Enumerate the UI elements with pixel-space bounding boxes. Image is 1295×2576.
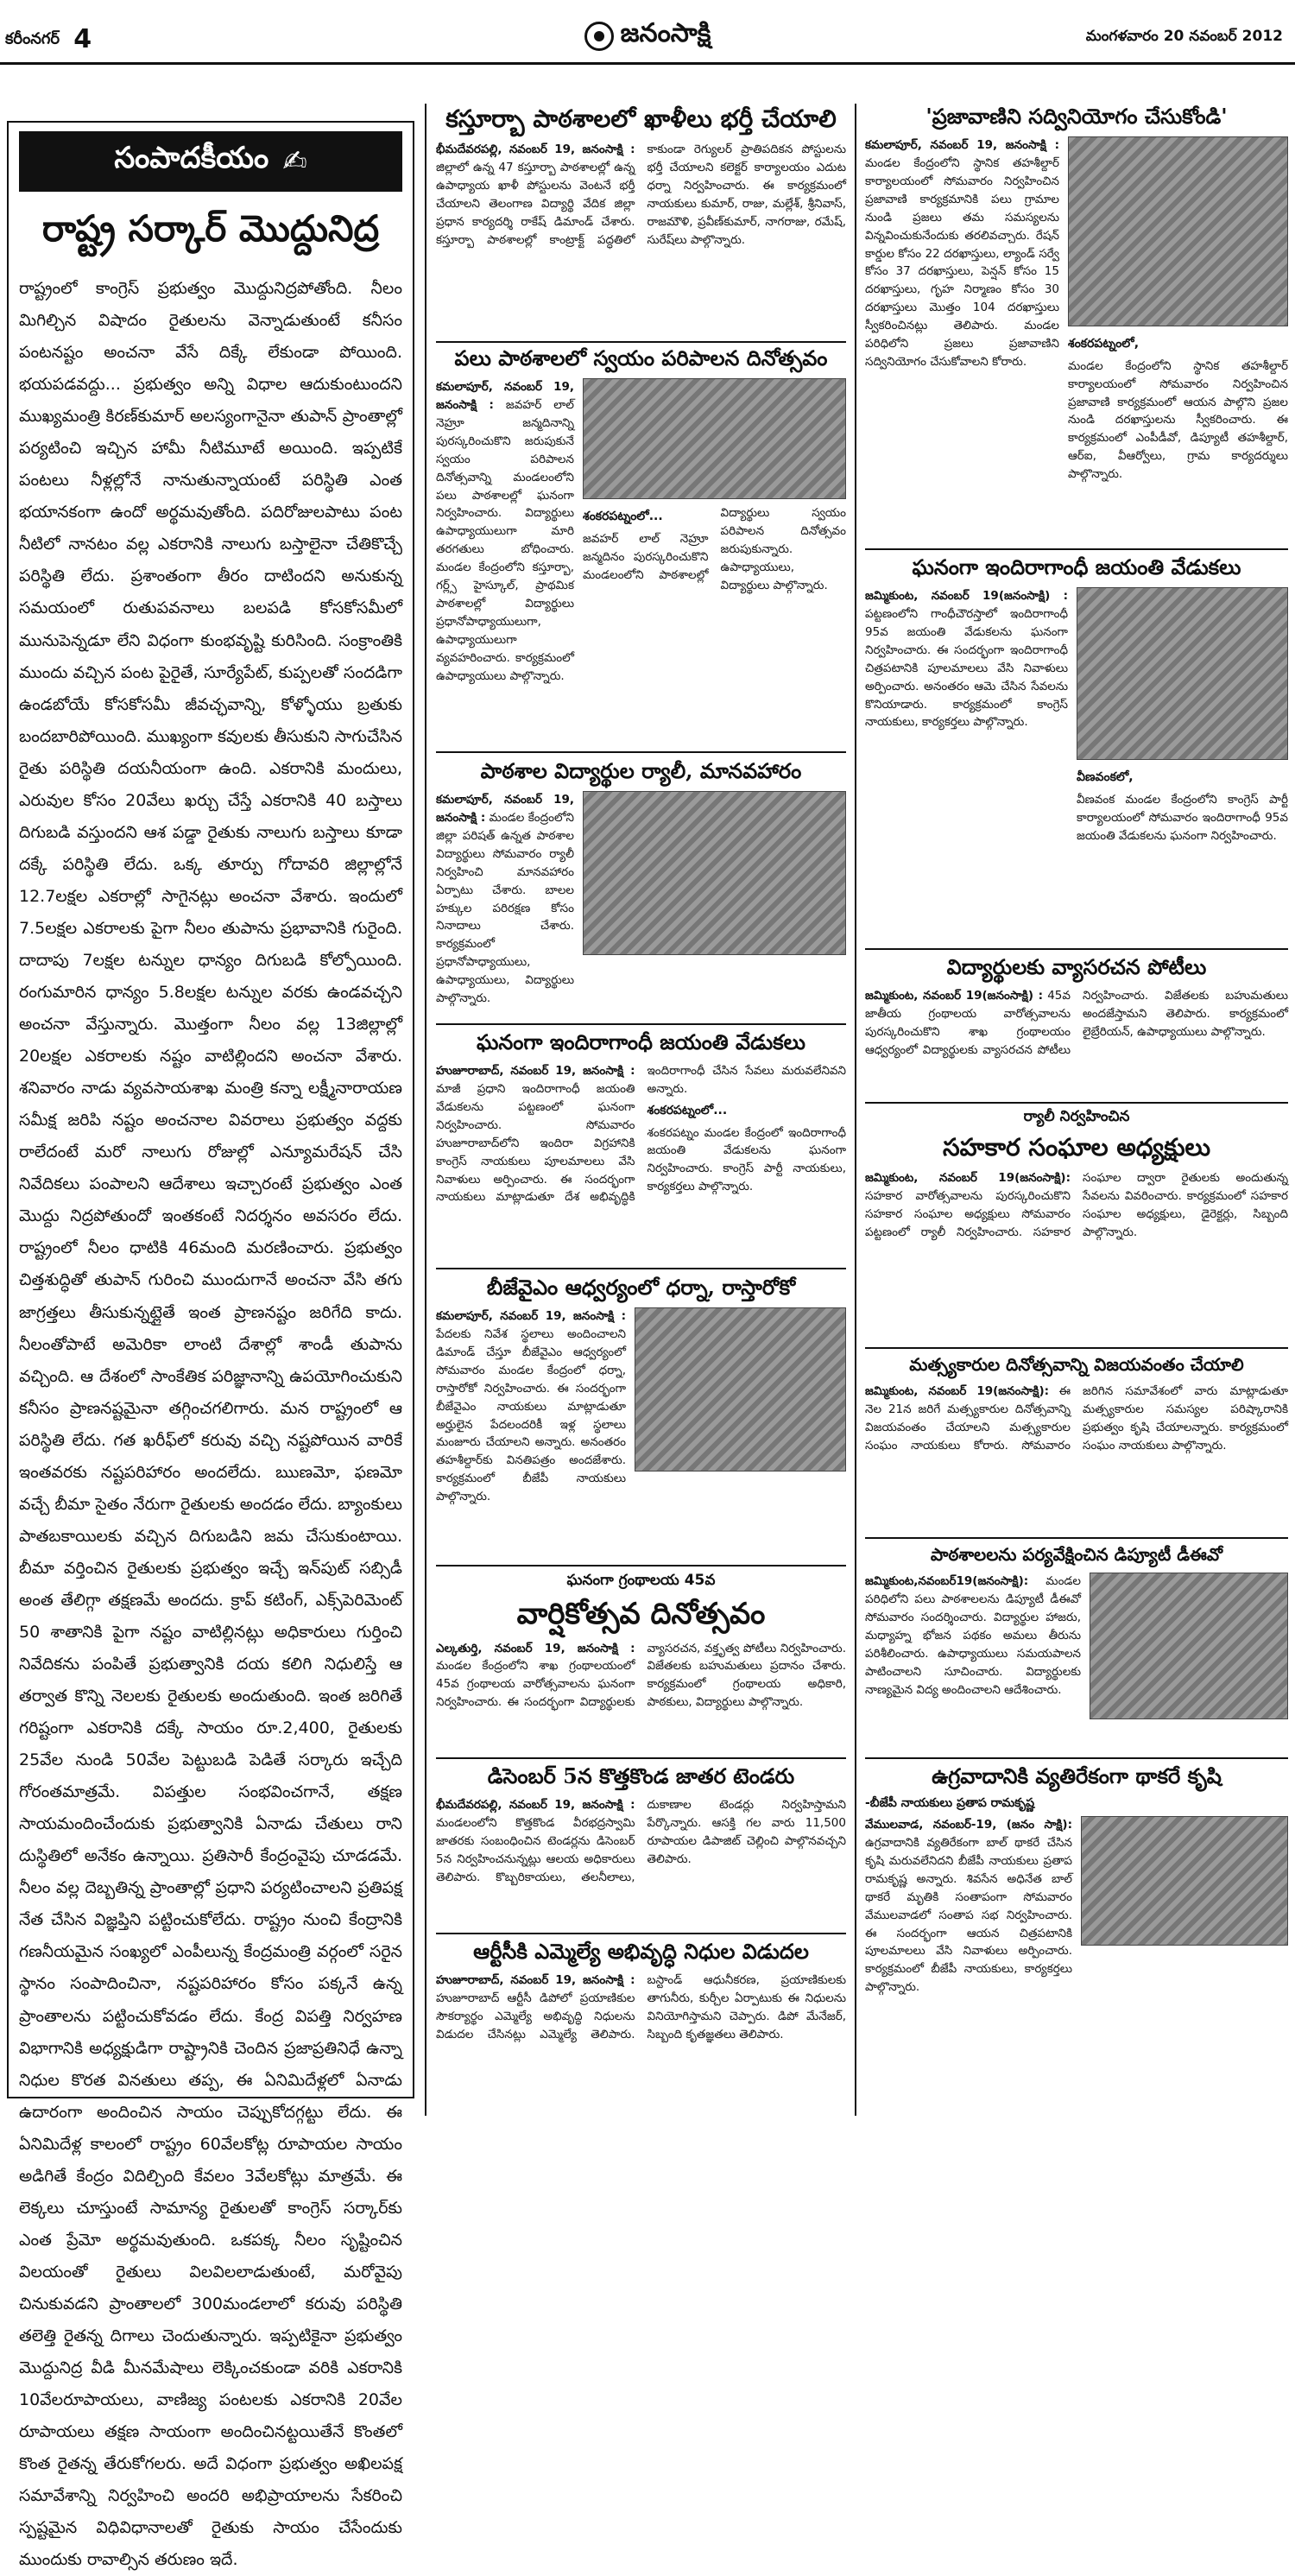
article-december (436, 1763, 846, 1927)
article-divider (865, 548, 1288, 550)
article-body (436, 1640, 846, 1712)
article-bjym (436, 1275, 846, 1560)
article-text: వీణవంక మండల కేంద్రంలోని కాంగ్రెస్ పార్టీ కార్యాలయంలో సోమవారం ఇందిరాగాంధీ 95వ జయంతి వేడుకలను ఘనంగా నిర్వహించారు. (1077, 792, 1288, 843)
article-body (436, 1972, 846, 2044)
article-text: 45వ జాతీయ గ్రంథాలయ వారోత్సవాలను పురస్కరించుకొని శాఖ గ్రంథాలయం ఆధ్వర్యంలో విద్యార్థులకు వ్యాసరచన పోటీలు నిర్వహించారు. విజేతలకు బహుమతులు అందజేస్తామని తెలిపారు. కార్యక్రమంలో లైబ్రేరియన్, ఉపాధ్యాయులు పాల్గొన్నారు. (865, 989, 1288, 1057)
article-kicker: ఘనంగా గ్రంథాలయ 45వ (566, 1572, 716, 1589)
editorial-banner-label: సంపాదకీయం (114, 141, 269, 175)
article-dateline: కమలాపూర్, నవంబర్ 19, జనంసాక్షి : (436, 793, 574, 825)
article-text: మండల కేంద్రంలోని స్థానిక తహశీల్దార్ కార్యాలయంలో సోమవారం నిర్వహించిన ప్రజావాణి కార్యక్రమంలో ఆయన పాల్గొని ప్రజల నుండి దరఖాస్తులను స్వీకరించారు. ఈ కార్యక్రమంలో ఎంపీడీవో, డిప్యూటీ తహశీల్దార్, ఆర్ఐ, వీఆర్వోలు, గ్రామ కార్యదర్శులు పాల్గొన్నారు. (1068, 358, 1288, 482)
article-text: జిల్లాలో ఉన్న 47 కస్తూర్బా పాఠశాలల్లో ఉన్న ఉపాధ్యాయ ఖాళీ పోస్టులను వెంటనే భర్తీ చేయాలని తెలంగాణ విద్యార్థి వేదిక జిల్లా ప్రధాన కార్యదర్శి రాకేష్ డిమాండ్ చేశారు. కస్తూర్బా పాఠశాలల్లో కాంట్రాక్ట్ పద్ధతిలో కాకుండా రెగ్యులర్ ప్రాతిపదికన పోస్టులను భర్తీ చేయాలని కలెక్టర్ కార్యాలయం ఎదుట ధర్నా నిర్వహించారు. ఈ కార్యక్రమంలో నాయకులు కుమార్, రాజు, మల్లేశ్, శ్రీనివాస్, రాజమౌళి, ప్రవీణ్‌కుమార్, నాగరాజు, రమేష్, సురేష్‌లు పాల్గొన్నారు. (436, 142, 846, 247)
article-body (865, 136, 1059, 484)
article-headline: ఉగ్రవాదానికి వ్యతిరేకంగా థాకరే కృషి (932, 1763, 1222, 1788)
article-body (865, 1816, 1072, 1997)
article-indira-1 (865, 554, 1288, 943)
article-text: శంకరపట్నం మండల కేంద్రంలో ఇందిరాగాంధీ జయంతి వేడుకలను ఘనంగా నిర్వహించారు. కాంగ్రెస్ పార్టీ నాయకులు, కార్యకర్తలు పాల్గొన్నారు. (647, 1125, 846, 1194)
article-byline: -బీజేపీ నాయకులు ప్రతాప రామకృష్ణ (865, 1796, 1035, 1810)
article-body (436, 791, 574, 1008)
article-subhead: శంకరపట్నంలో... (583, 510, 663, 523)
article-headline: విద్యార్థులకు వ్యాసరచన పోటీలు (946, 954, 1207, 979)
editorial-body: రాష్ట్రంలో కాంగ్రెస్ ప్రభుత్వం మొద్దునిద్రపోతోంది. నీలం మిగిల్చిన విషాదం రైతులను వెన్నాడుతుంటే కనీసం పంటనష్టం అంచనా వేసే దిక్కే లేకుండా పోయింది. భయపడవద్దు... ప్రభుత్వం అన్ని విధాల ఆదుకుంటుందని ముఖ్యమంత్రి కిరణ్‌కుమార్ అలస్యంగానైనా తుపాన్ ప్రాంతాల్లో పర్యటించి ఇచ్చిన హామీ నీటిమూటే అయింది. ఇప్పటికే పంటలు నీళ్లల్లోనే నానుతున్నాయంటే పరిస్థితి ఎంత భయానకంగా ఉందో అర్థమవుతోంది. పదిరోజులపాటు పంట నీటిలో నానటం వల్ల ఎకరానికి నాలుగు బస్తాలైనా చేతికొచ్చే పరిస్థితి లేదు. ప్రశాంతంగా తీరం దాటిందని అనుకున్న సమయంలో రుతుపవనాలు బలపడి కోసకోసమీలో మునుపెన్నడూ లేని విధంగా కుంభవృష్టి కురిసింది. సంక్రాంతికి ముందు వచ్చిన పంట పైరైతే, సూర్యేపేట్, కుప్పలతో సందడిగా ఉండబోయే కోసకోసమీ జీవచ్ఛవాన్ని, కోళ్ళోయు బ్రతుకు బందబారిపోయింది. ముఖ్యంగా కవులకు తీసుకుని సాగుచేసిన రైతు పరిస్థితి దయనీయంగా ఉంది. ఎకరానికి మందులు, ఎరువుల కోసం 20వేలు ఖర్చు చేస్తే ఎకరానికి 40 బస్తాలు దిగుబడి వస్తుందని ఆశ పడ్డా రైతుకు నాలుగు బస్తాలు కూడా దక్కే పరిస్థితి లేదు. ఒక్క తూర్పు గోదావరి జిల్లాల్లోనే 12.7లక్షల ఎకరాల్లో సాగైనట్లు అంచనా వేశారు. ఇందులో 7.5లక్షల ఎకరాలకు పైగా నీలం తుపాను ప్రభావానికి గురైంది. దాదాపు 7లక్షల టన్నుల ధాన్యం దిగుబడి కోల్పోయింది. రంగుమారిన ధాన్యం 5.8లక్షల టన్నుల వరకు ఉండవచ్చని అంచనా వేస్తున్నారు. మొత్తంగా నీలం వల్ల 13జిల్లాల్లో 20లక్షల ఎకరాలకు నష్టం వాటిల్లిందని అంచనా వేశారు. శనివారం నాడు వ్యవసాయశాఖ మంత్రి కన్నా లక్ష్మీనారాయణ సమీక్ష జరిపి నష్టం అంచనాల వివరాలు ప్రభుత్వం వద్దకు రాలేదంటే మరో నాలుగు రోజుల్లో ఎన్యూమరేషన్ చేసి నివేదికలు పంపాలని ఆదేశాలు ఇచ్చారంటే ప్రభుత్వం ఎంత మొద్దు నిద్రపోతుందో ఇంతకంటే నిదర్శనం అవసరం లేదు. రాష్ట్రంలో నీలం ధాటికి 46మంది మరణించారు. ప్రభుత్వం చిత్తశుద్ధితో తుపాన్ గురించి ముందుగానే అంచనా వేసి తగు జాగ్రత్తలు తీసుకున్నట్లైతే ఇంత ప్రాణనష్టం జరిగేది కాదు. నీలంతోపాటే అమెరికా లాంటి దేశాల్లో శాండీ తుపాను వచ్చింది. ఆ దేశంలో సాంకేతిక పరిజ్ఞానాన్ని ఉపయోగించుకుని కనీసం ప్రాణనష్టమైనా తగ్గించగలిగారు. మన రాష్ట్రంలో ఆ పరిస్థితి లేదు. గత ఖరీఫ్‌లో కరువు వచ్చి నష్టపోయిన వారికే ఇంతవరకు నష్టపరిహారం అందలేదు. ఋణమో, ఫణమో వచ్చే బీమా సైతం నేరుగా రైతులకు అందడం లేదు. బ్యాంకులు పాతబకాయిలకు వచ్చిన దిగుబడిని జమ చేసుకుంటాయి. బీమా వర్తించిన రైతులకు ప్రభుత్వం ఇచ్చే ఇన్‌పుట్ సబ్సిడీ అంత తేలిగ్గా తక్షణమే అందదు. క్రాప్ కటింగ్, ఎక్స్‌పెరిమెంట్ 50 శాతానికి పైగా నష్టం వాటిల్లినట్లు అధికారులు గుర్తించి నివేదికను పంపితే ప్రభుత్వానికి దయ కలిగి నిధులిస్తే ఆ తర్వాత కొన్ని నెలలకు రైతులకు అందుతుంది. ఇంత జరిగితే గరిష్టంగా ఎకరానికి దక్కే సాయం రూ.2,400, రైతులకు 25వేల నుండి 50వేల పెట్టుబడి పెడితే సర్కారు ఇచ్చేది గోరంతమాత్రమే. విపత్తుల సంభవించగానే, తక్షణ సాయమందించేందుకు ప్రభుత్వానికి ఏనాడు చేతులు రాని దుస్థితిలో అనేకం ఉన్నాయి. ప్రతిసారీ కేంద్రంవైపు చూడడమే. నీలం వల్ల దెబ్బతిన్న ప్రాంతాల్లో ప్రధాని పర్యటించాలని ప్రతిపక్ష నేత చేసిన విజ్ఞప్తిని పట్టించుకోలేదు. రాష్ట్రం నుంచి కేంద్రానికి గణనీయమైన సంఖ్యలో ఎంపీలున్న కేంద్రమంత్రి వర్గంలో సరైన స్థానం సంపాదించినా, నష్టపరిహారం కోసం పక్కనే ఉన్న ప్రాంతాలను పట్టించుకోవడం లేదు. కేంద్ర విపత్తి నిర్వహణ విభాగానికి అధ్యక్షుడిగా రాష్ట్రానికి చెందిన ప్రజాప్రతినిధే ఉన్నా నిధుల కొరత వినతులు తప్ప, ఈ ఏనిమిదేళ్లలో ఏనాడు ఉదారంగా అందించిన సాయం చెప్పుకోదగ్గట్టు లేదు. ఈ ఏనిమిదేళ్ల కాలంలో రాష్ట్రం 60వేలకోట్ల రూపాయల సాయం అడిగితే కేంద్రం విదిల్చింది కేవలం 3వేలకోట్లు మాత్రమే. ఈ లెక్కలు చూస్తుంటే సామాన్య రైతులతో కాంగ్రెస్ సర్కార్‌కు ఎంత ప్రేమో అర్థమవుతుంది. ఒకపక్క నీలం సృష్టించిన విలయంతో రైతులు విలవిలలాడుతుంటే, మరోవైపు చినుకువడని ప్రాంతాలలో 300మండలాలో కరువు పరిస్థితి తలెత్తి రైతన్న దిగాలు చెందుతున్నారు. ఇప్పటికైనా ప్రభుత్వం మొద్దునిద్ర వీడి మీనమేషాలు లెక్కించకుండా వరికి ఎకరానికి 10వేలరూపాయలు, వాణిజ్య పంటలకు ఎకరానికి 20వేల రూపాయలు తక్షణ సాయంగా అందించినట్టయితేనే కొంతలో కొంత రైతన్న తేరుకోగలరు. అదే విధంగా ప్రభుత్వం అఖిలపక్ష సమావేశాన్ని నిర్వహించి అందరి అభిప్రాయాలను సేకరించి స్పష్టమైన విధివిధానాలతో రైతుకు సాయం చేసేందుకు ముందుకు రావాల్సిన తరుణం ఇదే. (19, 279, 402, 2570)
article-divider (436, 1023, 846, 1025)
masthead (553, 16, 742, 57)
article-divider (436, 1268, 846, 1269)
masthead-title: జనంసాక్షి (620, 18, 711, 48)
article-divider (865, 1537, 1288, 1539)
article-text: మండల కేంద్రంలోని స్థానిక తహశీల్దార్ కార్యాలయంలో సోమవారం నిర్వహించిన ప్రజావాణి కార్యక్రమానికి పలు గ్రామాల నుండి ప్రజలు తమ సమస్యలను విన్నవించుకునేందుకు తరలివచ్చారు. రేషన్ కార్డుల కోసం 22 దరఖాస్తులు, ల్యాండ్ సర్వే కోసం 37 దరఖాస్తులు, పెన్షన్ కోసం 15 దరఖాస్తులు, గృహ నిర్మాణం కోసం 30 దరఖాస్తులు మొత్తం 104 దరఖాస్తులు స్వీకరించినట్లు తెలిపారు. మండల పరిధిలోని ప్రజలు ప్రజావాణిని సద్వినియోగం చేసుకోవాలని కోరారు. (865, 155, 1059, 370)
article-text: పట్టణంలోని గాంధీచౌరస్తాలో ఇందిరాగాంధీ 95వ జయంతి వేడుకలను ఘనంగా నిర్వహించారు. ఈ సందర్భంగా ఇందిరాగాంధీ చిత్రపటానికి పూలమాలలు వేసి నివాళులు అర్పించారు. అనంతరం ఆమె చేసిన సేవలను కొనియాడారు. కార్యక్రమంలో కాంగ్రెస్ నాయకులు, కార్యకర్తలు పాల్గొన్నారు. (865, 606, 1068, 730)
article-body (865, 1383, 1288, 1455)
article-headline: పాఠశాలలను పర్యవేక్షించిన డిప్యూటీ డీఈవో (930, 1544, 1223, 1565)
article-dateline: వేములవాడ, నవంబర్-19, (జనం సాక్షి): (865, 1818, 1072, 1832)
article-granthalaya (436, 1572, 846, 1753)
article-headline: మత్స్యకారుల దినోత్సవాన్ని విజయవంతం చేయాలి (909, 1354, 1244, 1375)
column-divider (855, 104, 856, 2116)
article-text: జవహర్ లాల్ నెహ్రూ జన్మదినాన్ని పురస్కరించుకొని జరుపుకునే స్వయం పరిపాలన దినోత్సవాన్ని మండలంలోని పలు పాఠశాలల్లో ఘనంగా నిర్వహించారు. విద్యార్థులు ఉపాధ్యాయులుగా మారి తరగతులు బోధించారు. మండల కేంద్రంలోని కస్తూర్బా, గర్ల్స్ హైస్కూల్, ప్రాథమిక పాఠశాలల్లో విద్యార్థులు ప్రధానోపాధ్యాయులుగా, ఉపాధ్యాయులుగా వ్యవహరించారు. కార్యక్రమంలో ఉపాధ్యాయులు పాల్గొన్నారు. (436, 397, 574, 683)
article-dateline: జమ్మికుంట,నవంబర్19(జనంసాక్షి): (865, 1574, 1029, 1588)
article-headline: ఆర్టీసీకి ఎమ్మెల్యే అభివృద్ధి నిధుల విడుదల (473, 1939, 809, 1964)
news-photo (583, 378, 846, 499)
article-divider (865, 1102, 1288, 1104)
article-divider (436, 1565, 846, 1566)
article-text: ఉగ్రవాదానికి వ్యతిరేకంగా బాల్ థాకరే చేసిన కృషి మరువలేనిదని బీజేపీ నాయకులు ప్రతాప రామకృష్ణ అన్నారు. శివసేన అధినేత బాల్ థాకరే మృతికి సంతాపంగా సోమవారం వేములవాడలో సంతాప సభ నిర్వహించారు. ఈ సందర్భంగా ఆయన చిత్రపటానికి పూలమాలలు వేసి నివాళులు అర్పించారు. కార్యక్రమంలో బీజేపీ నాయకులు, కార్యకర్తలు పాల్గొన్నారు. (865, 1835, 1072, 1995)
article-prajavani (865, 104, 1288, 544)
article-dateline: హుజూరాబాద్, నవంబర్ 19, జనంసాక్షి : (436, 1064, 635, 1078)
article-dateline: జమ్మికుంట, నవంబర్ 19(జనంసాక్షి) : (865, 989, 1043, 1003)
article-body (865, 1573, 1081, 1719)
article-text: మండల పరిధిలోని పలు పాఠశాలలను డిప్యూటీ డీఈవో సోమవారం సందర్శించారు. విద్యార్థుల హాజరు, మధ్యాహ్న భోజన పథకం అమలు తీరును పరిశీలించారు. ఉపాధ్యాయులు సమయపాలన పాటించాలని సూచించారు. విద్యార్థులకు నాణ్యమైన విద్య అందించాలని ఆదేశించారు. (865, 1574, 1081, 1697)
article-headline: పలు పాఠశాలలో స్వయం పరిపాలన దినోత్సవం (454, 345, 828, 370)
article-body (436, 378, 574, 686)
article-dateline: జమ్మికుంట, నవంబర్ 19(జనంసాక్షి): (865, 1384, 1050, 1398)
article-headline: పాఠశాల విద్యార్థుల ర్యాలీ, మానవహారం (480, 758, 802, 783)
article-body (436, 1062, 846, 1206)
article-headline: కస్తూర్బా పాఠశాలలో ఖాళీలు భర్తీ చేయాలి (445, 104, 837, 133)
news-photo (583, 791, 846, 955)
header-rule (0, 62, 1295, 65)
article-headline: ఘనంగా ఇందిరాగాంధీ జయంతి వేడుకలు (912, 554, 1241, 579)
article-rtc (436, 1939, 846, 2111)
article-ugravada (865, 1763, 1288, 2109)
article-divider (436, 341, 846, 343)
article-dateline: జమ్మికుంట, నవంబర్ 19(జనంసాక్షి): (865, 1171, 1071, 1185)
article-divider (436, 751, 846, 753)
article-headline: బీజేవైఎం ఆధ్వర్యంలో ధర్నా, రాస్తారోకో (486, 1275, 796, 1300)
article-subhead: శంకరపట్నంలో, (1068, 337, 1140, 351)
news-photo (1090, 1573, 1288, 1719)
article-divider (436, 1933, 846, 1934)
article-dateline: కమలాపూర్, నవంబర్ 19, జనంసాక్షి : (436, 380, 574, 412)
article-deo (865, 1544, 1288, 1751)
article-matsya (865, 1354, 1288, 1531)
editorial-column (7, 121, 414, 2570)
article-body-continued (1077, 765, 1288, 845)
article-dateline: హుజూరాబాద్, నవంబర్ 19, జనంసాక్షి : (436, 1973, 635, 1987)
article-divider (865, 1757, 1288, 1759)
article-subhead: వీణవంకలో, (1077, 770, 1134, 784)
article-body (436, 141, 846, 250)
article-text: మండల కేంద్రంలోని జిల్లా పరిషత్ ఉన్నత పాఠశాల విద్యార్థులు సోమవారం ర్యాలీ నిర్వహించి మానవహారం ఏర్పాటు చేశారు. బాలల హక్కుల పరిరక్షణ కోసం నినాదాలు చేశారు. కార్యక్రమంలో ప్రధానోపాధ్యాయులు, ఉపాధ్యాయులు, విద్యార్థులు పాల్గొన్నారు. (436, 810, 574, 1006)
article-swayam (436, 345, 846, 747)
news-photo (635, 1307, 846, 1472)
edition-name: కరీంనగర్ (5, 29, 60, 48)
article-body (436, 1307, 626, 1506)
article-body (436, 1796, 846, 1887)
article-body (865, 987, 1288, 1060)
article-body-continued (583, 504, 846, 595)
article-divider (865, 1347, 1288, 1349)
article-headline: సహకార సంఘాల అధ్యక్షులు (942, 1133, 1211, 1161)
article-text: పేదలకు నివేశ స్థలాలు అందించాలని డిమాండ్ చేస్తూ బీజేవైఎం ఆధ్వర్యంలో సోమవారం మండల కేంద్రంలో ధర్నా, రాస్తారోకో నిర్వహించారు. ఈ సందర్భంగా బీజేవైఎం నాయకులు మాట్లాడుతూ అర్హులైన పేదలందరికీ ఇళ్ల స్థలాలు మంజూరు చేయాలని అన్నారు. అనంతరం తహశీల్దార్‌కు వినతిపత్రం అందజేశారు. కార్యక్రమంలో బీజేపీ నాయకులు పాల్గొన్నారు. (436, 1326, 626, 1504)
masthead-logo-icon (584, 22, 614, 51)
page-number: 4 (73, 24, 92, 54)
edition-label (5, 24, 92, 54)
article-headline: ఘనంగా ఇందిరాగాంధీ జయంతి వేడుకలు (477, 1029, 805, 1054)
news-photo (1081, 1816, 1288, 1946)
editorial-title: రాష్ట్ర సర్కార్ మొద్దునిద్ర (41, 207, 380, 250)
article-indira-2 (436, 1029, 846, 1263)
article-headline: డిసెంబర్ 5న కొత్తకొండ జాతర టెండరు (487, 1763, 795, 1788)
article-divider (436, 1757, 846, 1759)
news-photo (1077, 587, 1288, 760)
article-text: మండల కేంద్రంలోని శాఖ గ్రంథాలయంలో 45వ గ్రంథాలయ వారోత్సవాలను ఘనంగా నిర్వహించారు. ఈ సందర్భంగా విద్యార్థులకు వ్యాసరచన, వక్తృత్వ పోటీలు నిర్వహించారు. విజేతలకు బహుమతులు ప్రదానం చేశారు. కార్యక్రమంలో గ్రంథాలయ అధికారి, పాఠకులు, విద్యార్థులు పాల్గొన్నారు. (436, 1641, 846, 1710)
article-dateline: కమలాపూర్, నవంబర్ 19, జనంసాక్షి : (865, 138, 1059, 152)
article-text: మండలంలోని కొత్తకొండ వీరభద్రస్వామి జాతరకు సంబంధించిన టెండర్లను డిసెంబర్ 5న నిర్వహించనున్నట్లు ఆలయ అధికారులు తెలిపారు. కొబ్బరికాయలు, తలనీలాలు, దుకాణాల టెండర్లు నిర్వహిస్తామని పేర్కొన్నారు. ఆసక్తి గల వారు 11,500 రూపాయల డిపాజిట్ చెల్లించి పాల్గొనవచ్చని తెలిపారు. (436, 1798, 846, 1884)
article-dateline: భీమదేవరపల్లి, నవంబర్ 19, జనంసాక్షి : (436, 1798, 635, 1812)
article-vyasa (865, 954, 1288, 1097)
article-headline: 'ప్రజావాణిని సద్వినియోగం చేసుకోండి' (925, 104, 1228, 129)
article-text: సహకార వారోత్సవాలను పురస్కరించుకొని సహకార సంఘాల అధ్యక్షులు సోమవారం పట్టణంలో ర్యాలీ నిర్వహించారు. సహకార సంఘాల ద్వారా రైతులకు అందుతున్న సేవలను వివరించారు. కార్యక్రమంలో సహకార సంఘాల అధ్యక్షులు, డైరెక్టర్లు, సిబ్బంది పాల్గొన్నారు. (865, 1171, 1288, 1239)
article-text: మాజీ ప్రధాని ఇందిరాగాంధీ జయంతి వేడుకలను పట్టణంలో ఘనంగా నిర్వహించారు. సోమవారం హుజూరాబాద్‌లోని ఇందిరా విగ్రహానికి కాంగ్రెస్ నాయకులు పూలమాలలు వేసి నివాళులు అర్పించారు. ఈ సందర్భంగా నాయకులు మాట్లాడుతూ దేశ అభివృద్ధికి ఇందిరాగాంధీ చేసిన సేవలు మరువలేనివని అన్నారు. (436, 1064, 846, 1205)
editorial-banner (19, 131, 402, 192)
article-body-continued (1068, 332, 1288, 484)
article-body (865, 1169, 1288, 1242)
article-sahakara (865, 1108, 1288, 1341)
page-header (0, 0, 1295, 67)
article-dateline: ఎల్కతుర్తి, నవంబర్ 19, జనంసాక్షి : (436, 1641, 635, 1655)
article-text: ఈ నెల 21న జరిగే మత్స్యకారుల దినోత్సవాన్ని విజయవంతం చేయాలని మత్స్యకారుల సంఘం నాయకులు కోరారు. సోమవారం జరిగిన సమావేశంలో వారు మాట్లాడుతూ మత్స్యకారుల సమస్యల పరిష్కారానికి ప్రభుత్వం కృషి చేయాలన్నారు. కార్యక్రమంలో సంఘం నాయకులు పాల్గొన్నారు. (865, 1384, 1288, 1453)
article-rally (436, 758, 846, 1017)
article-kasturba (436, 104, 846, 337)
article-text: హుజూరాబాద్ ఆర్టీసీ డిపోలో ప్రయాణికుల సౌకర్యార్థం ఎమ్మెల్యే అభివృద్ధి నిధులను విడుదల చేసినట్లు ఎమ్మెల్యే తెలిపారు. బస్టాండ్ ఆధునీకరణ, ప్రయాణికులకు తాగునీరు, కుర్చీల ఏర్పాటుకు ఈ నిధులను వినియోగిస్తామని చెప్పారు. డిపో మేనేజర్, సిబ్బంది కృతజ్ఞతలు తెలిపారు. (436, 1973, 846, 2041)
pen-icon: ✍ (282, 144, 307, 179)
issue-date: మంగళవారం 20 నవంబర్ 2012 (1085, 28, 1283, 45)
article-text: జవహర్ లాల్ నెహ్రూ జన్మదినం పురస్కరించుకొని మండలంలోని పాఠశాలల్లో విద్యార్థులు స్వయం పరిపాలన దినోత్సవం జరుపుకున్నారు. ఉపాధ్యాయులు, విద్యార్థులు పాల్గొన్నారు. (583, 506, 846, 592)
column-divider (425, 104, 426, 2116)
article-headline: వార్షికోత్సవ దినోత్సవం (516, 1597, 766, 1631)
news-photo (1068, 136, 1288, 326)
article-kicker: ర్యాలీ నిర్వహించిన (1023, 1108, 1130, 1125)
article-subhead: శంకరపట్నంలో... (647, 1103, 728, 1117)
article-dateline: కమలాపూర్, నవంబర్ 19, జనంసాక్షి : (436, 1309, 626, 1323)
article-body (865, 587, 1068, 845)
article-dateline: భీమదేవరపల్లి, నవంబర్ 19, జనంసాక్షి : (436, 142, 635, 156)
article-dateline: జమ్మికుంట, నవంబర్ 19(జనంసాక్షి) : (865, 589, 1068, 603)
article-divider (865, 948, 1288, 950)
